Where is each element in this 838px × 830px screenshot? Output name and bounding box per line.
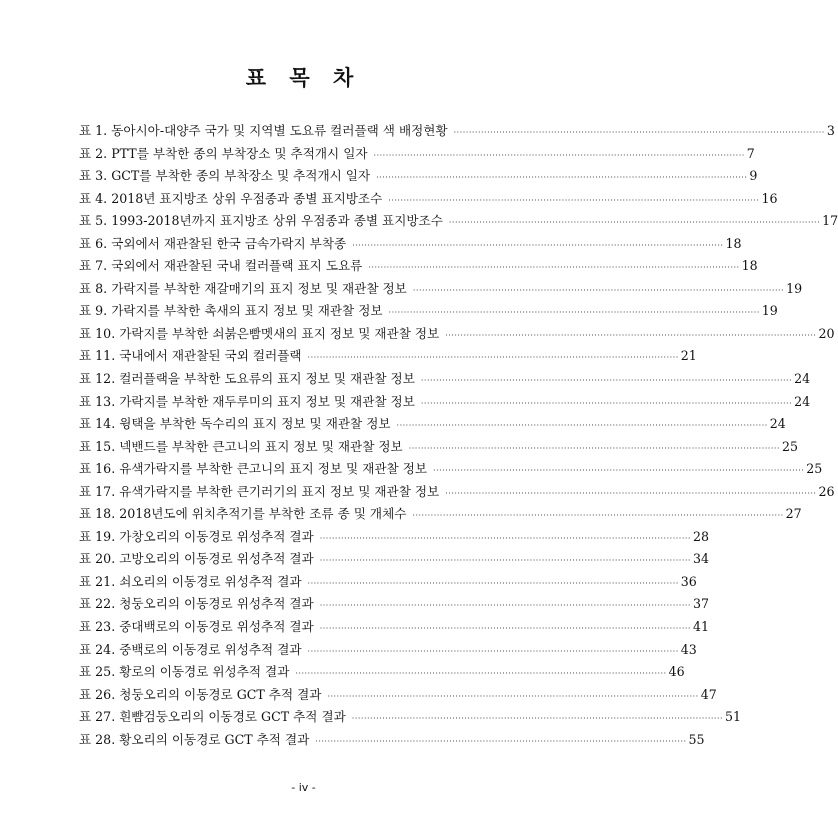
toc-leader-dots [421, 376, 792, 385]
toc-leader-dots [308, 647, 679, 656]
toc-entry-page: 3 [826, 123, 835, 138]
page-title: 표 목 차 [245, 65, 362, 90]
toc-entry-page: 34 [692, 551, 709, 567]
toc-leader-dots [320, 624, 691, 633]
toc-entry-label: 표 27. 흰뺨검둥오리의 이동경로 GCT 추적 결과 [79, 709, 346, 725]
toc-entry[interactable] [79, 706, 742, 729]
toc-entry[interactable] [79, 188, 778, 211]
toc-leader-dots [421, 399, 792, 408]
toc-leader-dots [308, 579, 679, 588]
toc-entry[interactable] [79, 413, 786, 436]
toc-entry[interactable] [79, 255, 758, 278]
toc-leader-dots [376, 173, 747, 182]
toc-leader-dots [374, 151, 745, 160]
toc-leader-dots [454, 128, 825, 137]
toc-entry[interactable] [79, 593, 709, 616]
toc-entry-page: 16 [761, 190, 778, 206]
toc-leader-dots [327, 692, 698, 701]
toc-leader-dots [308, 353, 679, 362]
page-number: - iv - [291, 781, 316, 794]
toc-entry-page: 19 [761, 303, 778, 319]
toc-entry-label: 표 4. 2018년 표지방조 상위 우점종과 종별 표지방조수 [79, 190, 383, 206]
toc-entry[interactable] [79, 616, 709, 639]
toc-entry-label: 표 3. GCT를 부착한 종의 부착장소 및 추적개시 일자 [79, 168, 371, 184]
toc-entry-label: 표 21. 쇠오리의 이동경로 위성추적 결과 [79, 573, 302, 589]
toc-entry-page: 24 [794, 393, 811, 409]
toc-entry[interactable] [79, 165, 758, 188]
toc-entry-page: 24 [794, 371, 811, 387]
toc-entry[interactable] [79, 143, 755, 166]
toc-entry-label: 표 7. 국외에서 재관찰된 국내 컬러플랙 표지 도요류 [79, 258, 363, 274]
toc-entry[interactable] [79, 368, 811, 391]
toc-entry-page: 9 [749, 168, 758, 184]
toc-entry[interactable] [79, 210, 838, 233]
toc-entry-label: 표 18. 2018년도에 위치추적기를 부착한 조류 종 및 개체수 [79, 506, 407, 522]
toc-entry-page: 46 [668, 664, 685, 680]
toc-entry-page: 51 [725, 709, 742, 725]
toc-entry-label: 표 19. 가창오리의 이동경로 위성추적 결과 [79, 528, 314, 544]
toc-leader-dots [413, 286, 784, 295]
toc-entry-page: 21 [680, 348, 697, 364]
toc-leader-dots [389, 308, 760, 317]
toc-entry-page: 47 [700, 686, 717, 702]
toc-leader-dots [388, 196, 759, 205]
toc-entry-label: 표 13. 가락지를 부착한 재두루미의 표지 정보 및 재관찰 정보 [79, 393, 415, 409]
toc-entry-label: 표 24. 중백로의 이동경로 위성추적 결과 [79, 641, 302, 657]
toc-entry-page: 27 [785, 506, 802, 522]
toc-entry-page: 18 [741, 258, 758, 274]
toc-entry-page: 43 [680, 641, 697, 657]
toc-entry[interactable] [79, 391, 811, 414]
toc-entry-label: 표 5. 1993-2018년까지 표지방조 상위 우점종과 종별 표지방조수 [79, 213, 443, 229]
toc-entry-label: 표 15. 넥밴드를 부착한 큰고니의 표지 정보 및 재관찰 정보 [79, 438, 403, 454]
toc-entry-label: 표 8. 가락지를 부착한 재갈매기의 표지 정보 및 재관찰 정보 [79, 280, 407, 296]
toc-leader-dots [412, 511, 783, 520]
toc-entry[interactable] [79, 526, 709, 549]
toc-leader-dots [315, 737, 686, 746]
toc-entry-label: 표 9. 가락지를 부착한 촉새의 표지 정보 및 재관찰 정보 [79, 303, 383, 319]
toc-leader-dots [295, 669, 666, 678]
toc-entry-label: 표 11. 국내에서 재관찰된 국외 컬러플랙 [79, 348, 302, 364]
toc-entry[interactable] [79, 233, 742, 256]
toc-entry-label: 표 2. PTT를 부착한 종의 부착장소 및 추적개시 일자 [79, 145, 368, 161]
toc-entry[interactable] [79, 120, 835, 143]
toc-entry[interactable] [79, 481, 835, 504]
toc-entry-page: 37 [692, 596, 709, 612]
toc-leader-dots [433, 466, 804, 475]
toc-entry[interactable] [79, 458, 823, 481]
toc-leader-dots [445, 489, 816, 498]
toc-entry-page: 41 [692, 619, 709, 635]
toc-entry-page: 25 [806, 461, 823, 477]
toc-entry[interactable] [79, 639, 697, 662]
toc-leader-dots [352, 714, 723, 723]
table-of-contents [79, 120, 838, 751]
toc-entry-label: 표 26. 청둥오리의 이동경로 GCT 추적 결과 [79, 686, 322, 702]
toc-entry-label: 표 16. 유색가락지를 부착한 큰고니의 표지 정보 및 재관찰 정보 [79, 461, 428, 477]
toc-entry-label: 표 17. 유색가락지를 부착한 큰기러기의 표지 정보 및 재관찰 정보 [79, 483, 440, 499]
toc-leader-dots [449, 218, 820, 227]
toc-leader-dots [409, 444, 780, 453]
toc-entry-label: 표 28. 황오리의 이동경로 GCT 추적 결과 [79, 731, 310, 747]
toc-entry[interactable] [79, 503, 802, 526]
toc-entry-page: 26 [818, 483, 835, 499]
toc-entry-page: 19 [786, 280, 803, 296]
toc-entry-page: 24 [769, 416, 786, 432]
toc-leader-dots [320, 601, 691, 610]
toc-entry[interactable] [79, 436, 798, 459]
toc-entry[interactable] [79, 278, 803, 301]
toc-entry-label: 표 14. 윙택을 부착한 독수리의 표지 정보 및 재관찰 정보 [79, 416, 391, 432]
toc-entry-page: 55 [688, 731, 705, 747]
toc-leader-dots [320, 556, 691, 565]
toc-leader-dots [397, 421, 768, 430]
toc-entry-label: 표 12. 컬러플랙을 부착한 도요류의 표지 정보 및 재관찰 정보 [79, 371, 415, 387]
toc-entry[interactable] [79, 661, 685, 684]
toc-entry-page: 17 [822, 213, 838, 229]
toc-entry-page: 25 [781, 438, 798, 454]
toc-entry-page: 20 [818, 325, 835, 341]
toc-leader-dots [445, 331, 816, 340]
toc-entry-label: 표 23. 중대백로의 이동경로 위성추적 결과 [79, 619, 314, 635]
toc-leader-dots [320, 534, 691, 543]
toc-leader-dots [352, 241, 723, 250]
toc-entry[interactable] [79, 729, 705, 752]
toc-entry[interactable] [79, 548, 709, 571]
toc-entry-page: 7 [746, 145, 755, 161]
toc-entry-page: 36 [680, 573, 697, 589]
toc-entry[interactable] [79, 571, 697, 594]
toc-entry[interactable] [79, 323, 835, 346]
toc-entry-label: 표 6. 국외에서 재관찰된 한국 금속가락지 부착종 [79, 235, 347, 251]
toc-entry-label: 표 22. 청둥오리의 이동경로 위성추적 결과 [79, 596, 314, 612]
toc-entry-page: 28 [692, 528, 709, 544]
toc-leader-dots [368, 263, 739, 272]
toc-entry-page: 18 [725, 235, 742, 251]
toc-entry[interactable] [79, 300, 778, 323]
toc-entry-label: 표 20. 고방오리의 이동경로 위성추적 결과 [79, 551, 314, 567]
toc-entry[interactable] [79, 684, 717, 707]
toc-entry-label: 표 25. 황로의 이동경로 위성추적 결과 [79, 664, 290, 680]
toc-entry-label: 표 10. 가락지를 부착한 쇠붉은빰멧새의 표지 정보 및 재관찰 정보 [79, 325, 440, 341]
toc-entry-label: 표 1. 동아시아-대양주 국가 및 지역별 도요류 컬러플랙 색 배정현황 [79, 123, 448, 138]
toc-entry[interactable] [79, 345, 697, 368]
